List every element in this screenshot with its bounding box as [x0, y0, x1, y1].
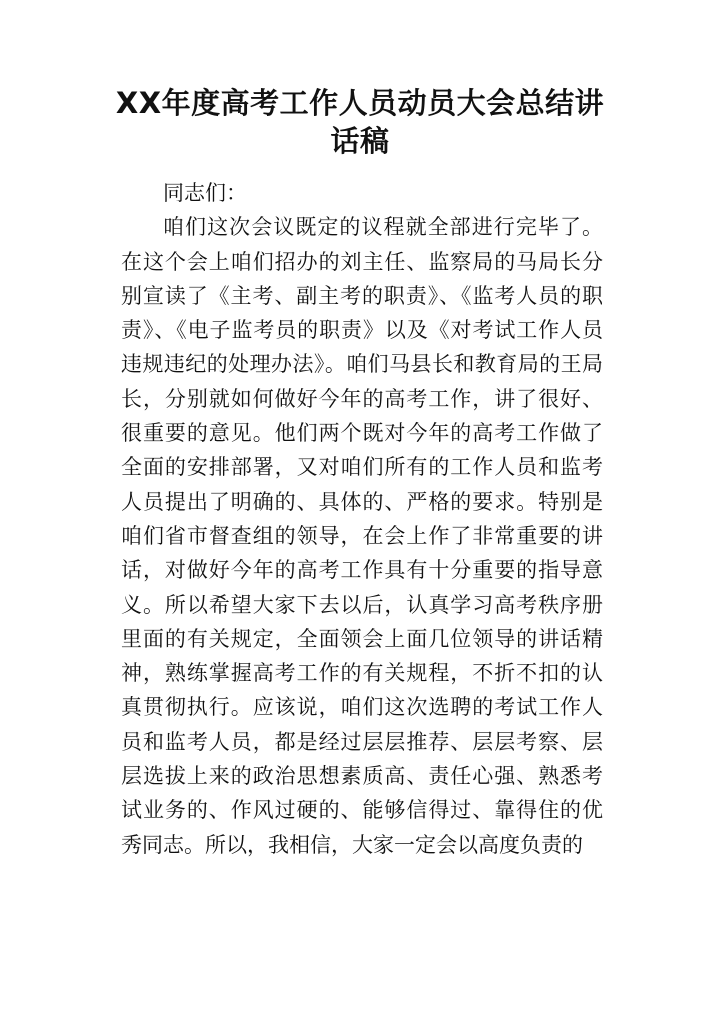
document-body	[121, 176, 603, 862]
document-title: XX年度高考工作人员动员大会总结讲话稿	[115, 86, 605, 158]
body-paragraph: 咱们这次会议既定的议程就全部进行完毕了。在这个会上咱们招办的刘主任、监察局的马局长分别宣读了《主考、副主考的职责》、《监考人员的职责》、《电子监考员的职责》以及《对考试工作人员违规违纪的处理办法》。咱们马县长和教育局的王局长，分别就如何做好今年的高考工作，讲了很好、很重要的意见。他们两个既对今年的高考工作做了全面的安排部署，又对咱们所有的工作人员和监考人员提出了明确的、具体的、严格的要求。特别是咱们省市督查组的领导，在会上作了非常重要的讲话，对做好今年的高考工作具有十分重要的指导意义。所以希望大家下去以后，认真学习高考秩序册里面的有关规定，全面领会上面几位领导的讲话精神，熟练掌握高考工作的有关规程，不折不扣的认真贯彻执行。应该说，咱们这次选聘的考试工作人员和监考人员，都是经过层层推荐、层层考察、层层选拔上来的政治思想素质高、责任心强、熟悉考试业务的、作风过硬的、能够信得过、靠得住的优秀同志。所以，我相信，大家一定会以高度负责的	[121, 215, 603, 857]
salutation: 同志们：	[163, 181, 247, 205]
